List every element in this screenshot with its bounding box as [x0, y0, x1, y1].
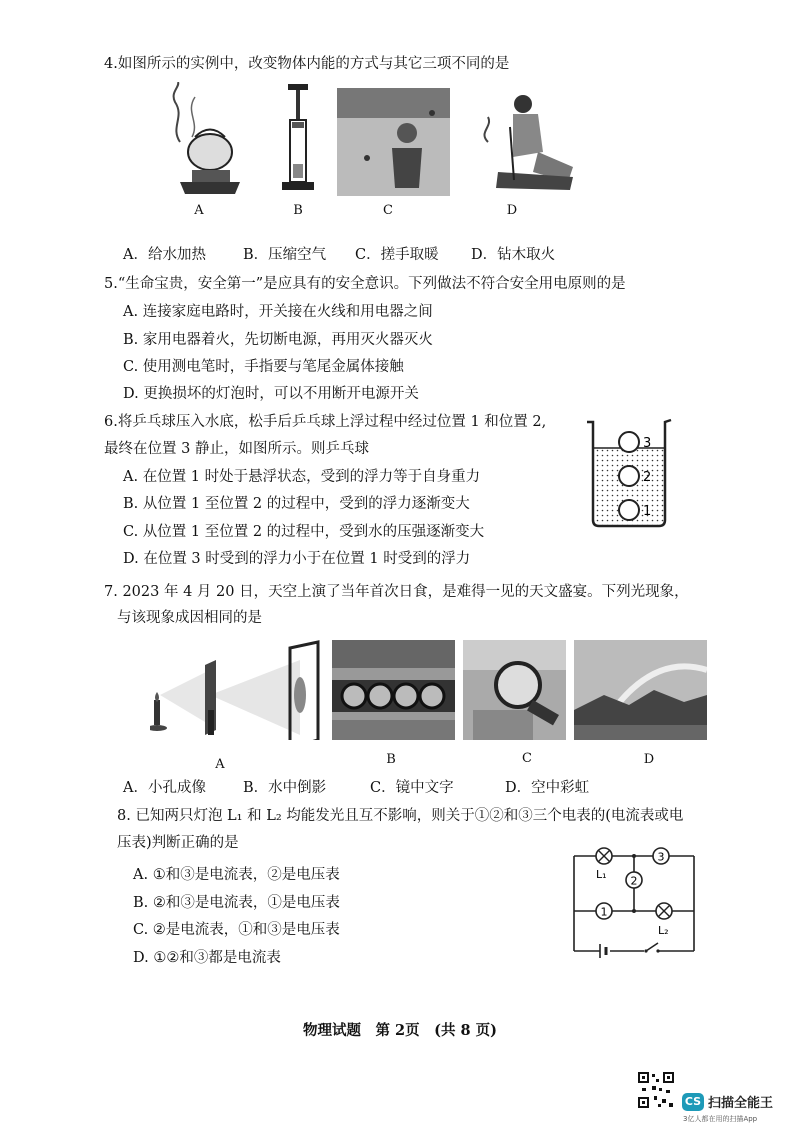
q7-figure-label-c: C	[522, 751, 532, 766]
q7-option-c: C．镜中文字	[370, 780, 454, 796]
q6-position-3: 3	[643, 436, 652, 451]
q6-beaker-figure	[585, 418, 675, 530]
q7-figure-d-rainbow	[574, 640, 707, 740]
q4-option-a: A．给水加热	[123, 247, 206, 263]
q8-stem-line1: 8. 已知两只灯泡 L₁ 和 L₂ 均能发光且互不影响，则关于①②和③三个电表的(电流表或电	[117, 808, 684, 824]
q7-stem-line2: 与该现象成因相同的是	[117, 610, 262, 626]
q8-circuit-diagram	[566, 843, 706, 961]
q6-option-a: A. 在位置 1 时处于悬浮状态，受到的浮力等于自身重力	[123, 469, 481, 485]
q4-stem: 4.如图所示的实例中，改变物体内能的方式与其它三项不同的是	[104, 56, 510, 72]
q7-figure-a-pinhole	[150, 640, 325, 740]
q6-option-b: B. 从位置 1 至位置 2 的过程中，受到的浮力逐渐变大	[123, 496, 470, 512]
q8-meter-3: 3	[657, 850, 665, 864]
q4-figure-c-rub-hands	[337, 88, 450, 196]
q4-figure-label-b: B	[293, 203, 303, 218]
q8-option-d: D. ①②和③都是电流表	[133, 950, 281, 966]
q7-figure-c-mirror-text	[463, 640, 566, 740]
q8-meter-1: 1	[600, 905, 608, 919]
q4-option-d: D．钻木取火	[471, 247, 556, 263]
q6-stem-line2: 最终在位置 3 静止，如图所示。则乒乓球	[104, 441, 369, 457]
q4-option-c: C．搓手取暖	[355, 247, 439, 263]
q8-stem-line2: 压表)判断正确的是	[117, 835, 239, 851]
q4-figure-label-d: D	[506, 203, 518, 218]
page-footer: 物理试题 第 2页 (共 8 页)	[303, 1022, 498, 1039]
q6-position-2: 2	[643, 470, 652, 485]
q7-figure-label-d: D	[643, 752, 655, 767]
q7-figure-label-a: A	[215, 757, 225, 772]
q8-lamp-l1-label: L₁	[596, 868, 607, 881]
q8-option-c: C. ②是电流表，①和③是电压表	[133, 922, 340, 938]
q7-option-a: A．小孔成像	[123, 780, 206, 796]
q8-lamp-l2-label: L₂	[658, 924, 669, 937]
q6-option-d: D. 在位置 3 时受到的浮力小于在位置 1 时受到的浮力	[123, 551, 471, 567]
q5-option-d: D. 更换损坏的灯泡时，可以不用断开电源开关	[123, 386, 419, 402]
q5-stem: 5.“生命宝贵，安全第一”是应具有的安全意识。下列做法不符合安全用电原则的是	[104, 276, 626, 292]
q7-option-b: B．水中倒影	[243, 780, 327, 796]
scanner-tagline: 3亿人都在用的扫描App	[683, 1115, 758, 1123]
q7-figure-b-water-reflection	[332, 640, 455, 740]
q6-stem-line1: 6.将乒乓球压入水底，松手后乒乓球上浮过程中经过位置 1 和位置 2,	[104, 414, 547, 430]
q4-figure-label-a: A	[194, 203, 204, 218]
q4-option-b: B．压缩空气	[243, 247, 327, 263]
qr-code-icon	[636, 1070, 676, 1110]
q8-meter-2: 2	[630, 874, 638, 888]
q5-option-b: B. 家用电器着火，先切断电源，再用灭火器灭火	[123, 332, 433, 348]
q6-option-c: C. 从位置 1 至位置 2 的过程中，受到水的压强逐渐变大	[123, 524, 485, 540]
q5-option-a: A. 连接家庭电路时，开关接在火线和用电器之间	[123, 304, 433, 320]
q8-option-b: B. ②和③是电流表，①是电压表	[133, 895, 340, 911]
q4-figure-d-drill-wood	[478, 92, 578, 192]
q4-figure-b-compress-air	[278, 82, 318, 197]
q8-option-a: A. ①和③是电流表，②是电压表	[133, 867, 340, 883]
q7-option-d: D．空中彩虹	[505, 780, 590, 796]
q6-position-1: 1	[643, 504, 652, 519]
q7-stem-line1: 7. 2023 年 4 月 20 日，天空上演了当年首次日食，是难得一见的天文盛宴。下列光现象，	[104, 584, 689, 600]
q5-option-c: C. 使用测电笔时，手指要与笔尾金属体接触	[123, 359, 404, 375]
scanner-logo: CS	[682, 1093, 704, 1111]
q7-figure-label-b: B	[386, 752, 396, 767]
q4-figure-label-c: C	[383, 203, 393, 218]
scanner-app-name: 扫描全能王	[708, 1096, 774, 1111]
q4-figure-a-kettle	[150, 82, 250, 197]
